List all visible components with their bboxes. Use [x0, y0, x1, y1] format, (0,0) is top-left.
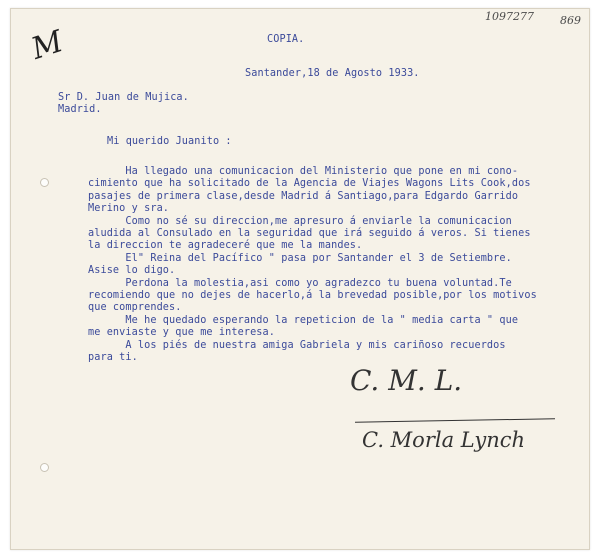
place-date: Santander,18 de Agosto 1933. — [245, 68, 420, 79]
margin-initial: M — [27, 24, 68, 67]
body-line: que comprendes. — [88, 302, 182, 314]
letter-body — [88, 166, 537, 365]
body-line: pasajes de primera clase,desde Madrid á Santiago,para Edgardo Garrido — [88, 190, 519, 202]
body-line: A los piés de nuestra amiga Gabriela y mis cariñoso recuerdos — [88, 339, 506, 351]
recipient-name: Sr D. Juan de Mujica. — [58, 92, 189, 103]
body-line: Merino y sra. — [88, 203, 170, 215]
body-line: Me he quedado esperando la repeticion de la " media carta " que — [88, 314, 519, 326]
body-line: Como no sé su direccion,me apresuro á enviarle la comunicacion — [88, 215, 512, 227]
body-line: para ti. — [88, 352, 138, 364]
body-line: Asise lo digo. — [88, 265, 176, 277]
body-line: recomiendo que no dejes de hacerlo,á la brevedad posible,por los motivos — [88, 290, 537, 302]
body-line: cimiento que ha solicitado de la Agencia de Viajes Wagons Lits Cook,dos — [88, 178, 531, 190]
body-line: la direccion te agradeceré que me la mandes. — [88, 240, 363, 252]
punch-hole-top — [40, 178, 49, 187]
salutation: Mi querido Juanito : — [107, 136, 232, 147]
body-line: Perdona la molestia,asi como yo agradezco tu buena voluntad.Te — [88, 277, 512, 289]
copy-label: COPIA. — [267, 34, 305, 45]
body-line: El" Reina del Pacífico " pasa por Santander el 3 de Setiembre. — [88, 252, 512, 264]
recipient-city: Madrid. — [58, 104, 102, 115]
folio-number: 869 — [560, 14, 581, 27]
signature-full-name: C. Morla Lynch — [362, 428, 526, 452]
signature-initials: C. M. L. — [350, 364, 463, 397]
body-line: aludida al Consulado en la seguridad que irá seguido á veros. Si tienes — [88, 228, 531, 240]
body-line: me enviaste y que me interesa. — [88, 327, 276, 339]
punch-hole-bottom — [40, 463, 49, 472]
archive-number: 1097277 — [485, 10, 534, 23]
body-line: Ha llegado una comunicacion del Ministerio que pone en mi cono- — [88, 166, 519, 177]
